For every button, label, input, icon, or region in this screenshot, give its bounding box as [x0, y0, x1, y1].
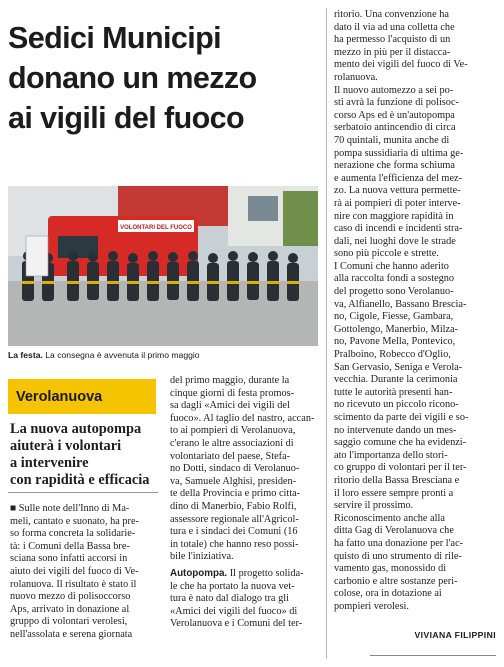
text-line: aiuto dei vigili del fuoco di Ve- [10, 565, 139, 577]
text-line: Aps, arrivato in donazione al [10, 603, 130, 615]
text-line: Gottolengo, Manerbio, Milza- [334, 323, 459, 335]
text-line: 70 quintali, munita anche di [334, 134, 450, 146]
text-line: in totale) che hanno reso possi- [170, 538, 299, 550]
text-line: pompieri verolesi. [334, 600, 409, 612]
text-line: pompa sussidiaria di ultima ge- [334, 147, 464, 159]
text-line: nerazione che forma schiuma [334, 160, 455, 172]
truck-banner-text: VOLONTARI DEL FUOCO [120, 225, 192, 231]
text-line: il loro essere sempre pronti a [334, 487, 454, 499]
headline [8, 18, 318, 138]
subheadline [10, 421, 160, 489]
subheadline-line: a intervenire [10, 455, 89, 471]
text-line: dino di Manerbio, Fabio Rolfi, [170, 500, 297, 512]
text-line: Il nuovo automezzo a sei po- [334, 84, 454, 96]
text-line: bile l'iniziativa. [170, 551, 234, 563]
text-line [170, 568, 318, 581]
text-line: nire con maggiore rapidità in [334, 210, 454, 222]
text-line: va, Samuele Alghisi, presiden- [170, 475, 297, 487]
text-line: servire il prossimo. [334, 500, 414, 512]
text-line: Pralboino, Robecco d'Oglio, [334, 349, 451, 361]
author-byline: VIVIANA FILIPPINI [414, 630, 496, 640]
subheadline-line: La nuova autopompa [10, 421, 142, 437]
text-line: nell'assolata e serena giornata [10, 628, 133, 640]
section-tag [8, 379, 156, 414]
text-line: dato il via ad una colletta che [334, 21, 455, 33]
text-line: San Gervasio, Seniga e Verola- [334, 361, 463, 373]
text-line: ha fatto una donazione per l'ac- [334, 537, 464, 549]
article-column-2 [170, 375, 318, 631]
text-line: sono più piccole e strette. [334, 248, 439, 260]
text-line: no ricevuto un piccolo ricono- [334, 399, 459, 411]
text-line: sciana sono infatti accorsi in [10, 553, 128, 565]
text-line: caso di incendi e incidenti stra- [334, 223, 463, 235]
text-line: ha permesso l'acquisto di un [334, 34, 451, 46]
text-line: scimento da parte dei vigili e so- [334, 412, 469, 423]
text-line: dali, nei luoghi dove le strade [334, 235, 456, 247]
text-line: c'erano le altre associazioni di [170, 437, 294, 449]
paragraph-lead: Autopompa. [170, 567, 228, 579]
text-line: rà ai pompieri di poter interve- [334, 197, 461, 209]
text-line: sa dagli «Amici dei vigili del [170, 400, 290, 412]
text-line: ritorio della Bassa Bresciana e [334, 474, 460, 486]
byline-divider [370, 655, 496, 656]
headline-line: donano un mezzo [8, 61, 257, 95]
text-line: to ai pompieri di Verolanuova, [170, 425, 296, 437]
section-tag-label: Verolanuova [16, 388, 103, 405]
text-line: tura e i sindaci dei Comuni (16 [170, 526, 298, 538]
article-column-1 [10, 503, 158, 642]
text-line: co gruppo di volontari per il ter- [334, 462, 467, 474]
text-line: mento dei vigili del fuoco di Ve- [334, 59, 468, 71]
text-line: alla raccolta fondi a sostegno [334, 273, 455, 285]
text-line: no intervenute dando un mes- [334, 424, 457, 436]
text-line: rolanuova. [334, 71, 378, 83]
text-line: ato l'importanza dello stori- [334, 449, 448, 461]
text-line: te della Provincia e primo citta- [170, 488, 301, 500]
text-line: rolanuova. Il risultato è stato il [10, 578, 137, 590]
text-line: gruppo di volontari verolesi, [10, 616, 128, 628]
text-line: ■ Sulle note dell'Inno di Ma- [10, 503, 130, 514]
text-line: so forma concreta la solidarie- [10, 528, 136, 540]
text-fragment: Il progetto solida- [227, 567, 304, 579]
subheadline-line: aiuterà i volontari [10, 438, 122, 454]
text-line: del progetto sono Verolanuo- [334, 286, 454, 298]
photo-caption [8, 350, 320, 361]
caption-text: La consegna è avvenuta il primo maggio [45, 350, 200, 360]
article-column-3 [334, 9, 498, 614]
subheadline-line: con rapidità e efficacia [10, 472, 150, 488]
text-line: e aumenta l'efficienza del mez- [334, 172, 463, 184]
text-line: cinque giorni di festa promos- [170, 387, 295, 399]
text-line: le che ha portato la nuova vet- [170, 580, 295, 592]
text-line: fuoco». Al taglio del nastro, accan- [170, 412, 315, 424]
text-line: saggio comune che ha evidenzi- [334, 437, 467, 449]
text-line: tutte le autorità presenti han- [334, 386, 453, 398]
text-line: vecchia. Durante la cerimonia [334, 374, 458, 386]
column-divider [326, 8, 327, 659]
text-line: ditta Gag di Verolanuova che [334, 525, 454, 537]
text-line: sti avrà la funzione di polisoc- [334, 97, 459, 109]
text-line: Verolanuova e i Comuni del ter- [170, 618, 303, 630]
text-line: volontariato del paese, Stefa- [170, 450, 291, 462]
text-line: tà: i Comuni della Bassa bre- [10, 540, 130, 552]
text-line: vamento gas, monossido di [334, 563, 447, 575]
text-line: corso Aps ed è un'autopompa [334, 109, 455, 121]
text-line: carbonio e altre sostanze peri- [334, 575, 458, 587]
text-line: tura è nato dal dialogo tra gli [170, 593, 289, 605]
text-line: no, Cigole, Fiesse, Gambara, [334, 311, 454, 323]
news-photo [8, 186, 318, 346]
text-line: Riconoscimento anche alla [334, 512, 445, 524]
caption-label: La festa. [8, 350, 43, 360]
text-line: serbatoio antincendio di circa [334, 122, 456, 134]
text-line: colose, ora in dotazione ai [334, 588, 442, 600]
text-line: va, Alfianello, Bassano Brescia- [334, 298, 467, 310]
text-line: del primo maggio, durante la [170, 375, 290, 386]
subheadline-divider [8, 492, 158, 493]
text-line: mezzo in più per il distacca- [334, 46, 451, 58]
text-line: quisto di uno strumento di rile- [334, 550, 462, 562]
headline-line: ai vigili del fuoco [8, 101, 245, 135]
headline-line: Sedici Municipi [8, 21, 222, 55]
text-line: assessore regionale all'Agricol- [170, 513, 299, 525]
text-line: meli, cantato e suonato, ha pre- [10, 515, 139, 527]
firefighters-group-photo [8, 186, 318, 346]
text-line: «Amici dei vigili del fuoco» di [170, 605, 298, 617]
text-line: I Comuni che hanno aderito [334, 260, 449, 272]
text-line: no Dotti, sindaco di Verolanuo- [170, 463, 300, 475]
text-line: zo. La nuova vettura permette- [334, 185, 461, 197]
text-line: ritorio. Una convenzione ha [334, 9, 449, 20]
text-line: no, Pavone Mella, Pontevico, [334, 336, 456, 348]
text-line: nuovo mezzo di polisoccorso [10, 591, 131, 603]
